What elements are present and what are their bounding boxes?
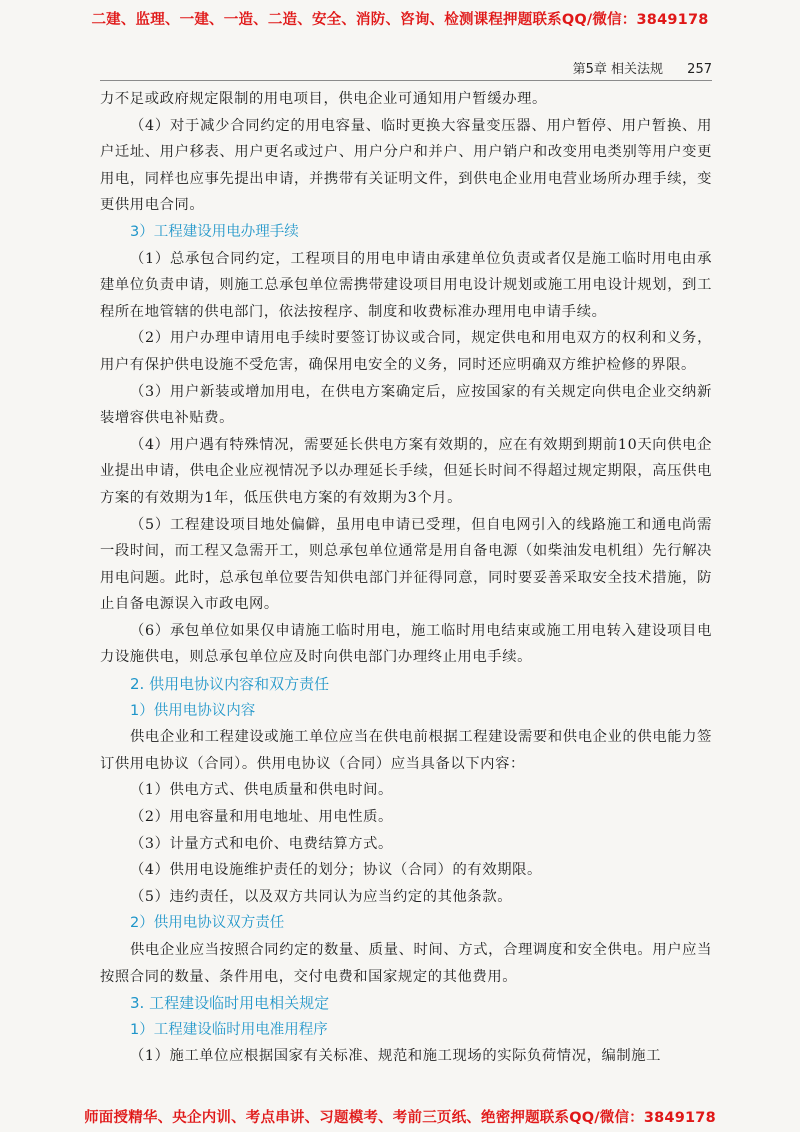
bottom-banner: 师面授精华、央企内训、考点串讲、习题模考、考前三页纸、绝密押题联系QQ/微信：3849178 (84, 1110, 716, 1126)
page-number: 257 (687, 62, 712, 77)
section-heading-2: 3. 工程建设临时用电相关规定 (130, 994, 330, 1013)
paragraph: 供电企业和工程建设或施工单位应当在供电前根据工程建设需要和供电企业的供电能力签订供用电协议（合同）。供用电协议（合同）应当具备以下内容： (100, 729, 712, 772)
section-heading-2: 2. 供用电协议内容和双方责任 (130, 675, 330, 694)
paragraph: （1）总承包合同约定，工程项目的用电申请由承建单位负责或者仅是施工临时用电由承建单位负责申请，则施工总承包单位需携带建设项目用电设计规划或施工用电设计规划，到工程所在地管辖的供电部门，依法按程序、制度和收费标准办理用电申请手续。 (100, 250, 712, 320)
list-item: （2）用电容量和用电地址、用电性质。 (130, 809, 393, 826)
paragraph: （2）用户办理申请用电手续时要签订协议或合同，规定供电和用电双方的权利和义务，用户有保护供电设施不受危害，确保用电安全的义务，同时还应明确双方维护检修的界限。 (100, 330, 712, 373)
list-item: （5）违约责任，以及双方共同认为应当约定的其他条款。 (130, 888, 513, 905)
content-list (100, 777, 712, 910)
page-body (100, 86, 712, 1070)
paragraph: （3）用户新装或增加用电，在供电方案确定后，应按国家的有关规定向供电企业交纳新装增容供电补贴费。 (100, 383, 712, 427)
section-heading-3: 1）供用电协议内容 (130, 702, 256, 719)
list-item: （3）计量方式和电价、电费结算方式。 (130, 835, 393, 852)
paragraph: （6）承包单位如果仅申请施工临时用电，施工临时用电结束或施工用电转入建设项目电力设施供电，则总承包单位应及时向供电部门办理终止用电手续。 (100, 622, 712, 666)
list-item: （4）供用电设施维护责任的划分；协议（合同）的有效期限。 (130, 862, 542, 879)
top-banner: 二建、监理、一建、一造、二造、安全、消防、咨询、检测课程押题联系QQ/微信：3849178 (91, 12, 709, 28)
chapter-title: 第5章 相关法规 (572, 62, 664, 77)
list-item: （1）供电方式、供电质量和供电时间。 (130, 782, 393, 799)
section-heading-3: 2）供用电协议双方责任 (130, 915, 285, 932)
paragraph: 力不足或政府规定限制的用电项目，供电企业可通知用户暂缓办理。 (100, 91, 547, 107)
paragraph: （1）施工单位应根据国家有关标准、规范和施工现场的实际负荷情况，编制施工 (130, 1048, 662, 1065)
section-heading-3: 3）工程建设用电办理手续 (130, 223, 299, 240)
paragraph: （5）工程建设项目地处偏僻，虽用电申请已受理，但自电网引入的线路施工和通电尚需一段时间，而工程又急需开工，则总承包单位通常是用自备电源（如柴油发电机组）先行解决用电问题。此时，总承包单位要告知供电部门并征得同意，同时要妥善采取安全技术措施，防止自备电源误入市政电网。 (100, 516, 712, 613)
running-header (100, 58, 712, 81)
paragraph: （4）用户遇有特殊情况，需要延长供电方案有效期的，应在有效期到期前10天向供电企业提出申请，供电企业应视情况予以办理延长手续，但延长时间不得超过规定期限，高压供电方案的有效期为1年，低压供电方案的有效期为3个月。 (100, 436, 712, 506)
paragraph: （4）对于减少合同约定的用电容量、临时更换大容量变压器、用户暂停、用户暂换、用户迁址、用户移表、用户更名或过户、用户分户和并户、用户销户和改变用电类别等用户变更用电，同样也应事先提出申请，并携带有关证明文件，到供电企业用电营业场所办理手续，变更供用电合同。 (100, 117, 712, 214)
paragraph: 供电企业应当按照合同约定的数量、质量、时间、方式，合理调度和安全供电。用户应当按照合同的数量、条件用电，交付电费和国家规定的其他费用。 (100, 942, 712, 985)
section-heading-3: 1）工程建设临时用电准用程序 (130, 1021, 328, 1038)
